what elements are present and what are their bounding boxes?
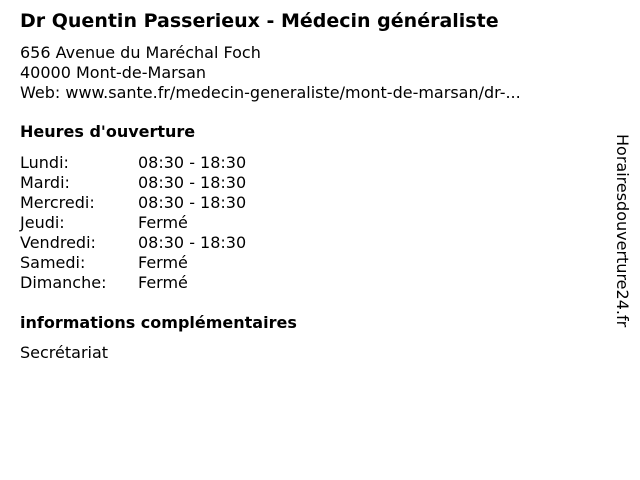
day-label: Samedi: — [20, 253, 86, 272]
hours-row-saturday — [20, 253, 246, 273]
day-hours: Fermé — [138, 253, 188, 272]
hours-row-tuesday — [20, 173, 246, 193]
hours-row-thursday — [20, 213, 246, 233]
hours-row-friday — [20, 233, 246, 253]
day-hours: Fermé — [138, 273, 188, 292]
day-hours: 08:30 - 18:30 — [138, 193, 247, 212]
additional-info-heading: informations complémentaires — [20, 313, 297, 332]
day-hours: 08:30 - 18:30 — [138, 173, 247, 192]
additional-info-text: Secrétariat — [20, 343, 109, 362]
day-hours: 08:30 - 18:30 — [138, 153, 247, 172]
hours-row-sunday — [20, 273, 246, 293]
day-label: Mardi: — [20, 173, 70, 192]
day-hours: 08:30 - 18:30 — [138, 233, 247, 252]
day-label: Jeudi: — [20, 213, 65, 232]
day-label: Lundi: — [20, 153, 69, 172]
hours-row-monday — [20, 153, 246, 173]
hours-row-wednesday — [20, 193, 246, 213]
day-label: Dimanche: — [20, 273, 107, 292]
day-label: Vendredi: — [20, 233, 96, 252]
city-line: 40000 Mont-de-Marsan — [20, 63, 207, 82]
practice-name: Dr Quentin Passerieux - Médecin généraliste — [20, 10, 499, 32]
day-label: Mercredi: — [20, 193, 95, 212]
practice-card — [20, 8, 600, 363]
opening-hours-table — [20, 153, 246, 293]
street-address: 656 Avenue du Maréchal Foch — [20, 43, 261, 62]
web-link[interactable]: Web: www.sante.fr/medecin-generaliste/mont-de-marsan/dr-... — [20, 83, 521, 102]
opening-hours-heading: Heures d'ouverture — [20, 122, 196, 141]
site-watermark: Horairesdouverture24.fr — [613, 134, 632, 328]
day-hours: Fermé — [138, 213, 188, 232]
